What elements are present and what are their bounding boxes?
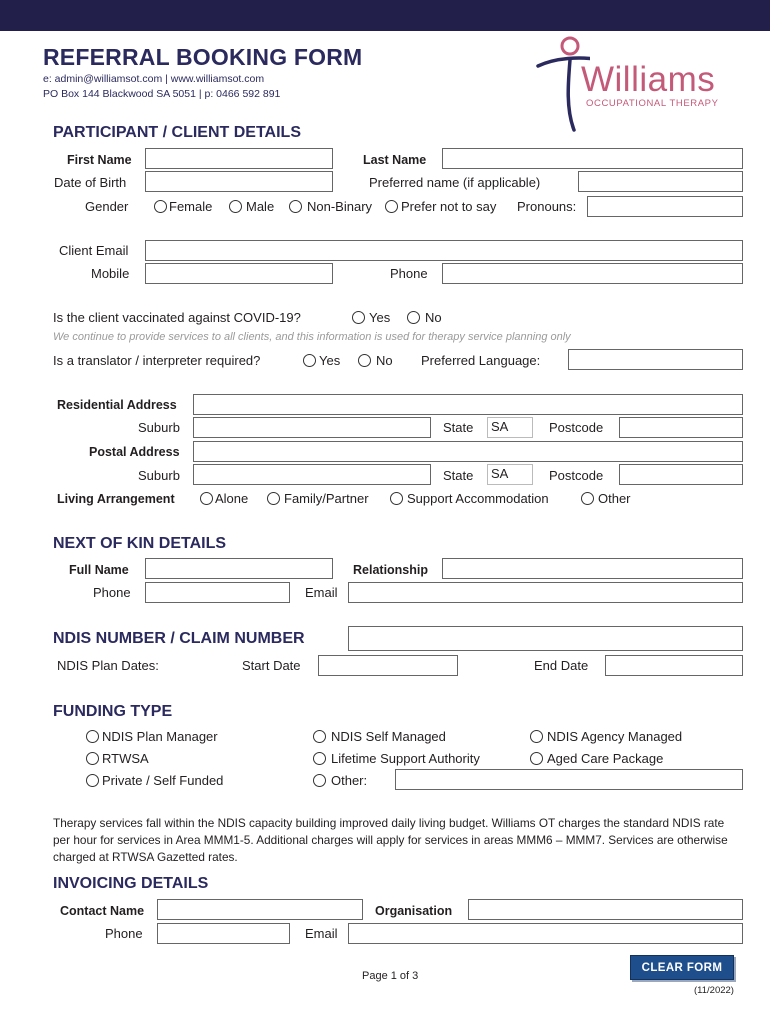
- gender-nonbinary-label: Non-Binary: [307, 199, 373, 214]
- invoice-organisation-field[interactable]: [468, 899, 743, 920]
- translator-question: Is a translator / interpreter required?: [53, 353, 261, 368]
- living-family-label: Family/Partner: [284, 491, 369, 506]
- residential-suburb-field[interactable]: [193, 417, 431, 438]
- client-email-field[interactable]: [145, 240, 743, 261]
- kin-full-name-label: Full Name: [69, 563, 129, 577]
- residential-address-field[interactable]: [193, 394, 743, 415]
- funding-plan-manager-label: NDIS Plan Manager: [102, 729, 218, 744]
- page-number: Page 1 of 3: [362, 970, 419, 982]
- postal-address-field[interactable]: [193, 441, 743, 462]
- participant-heading: PARTICIPANT / CLIENT DETAILS: [53, 124, 301, 141]
- ndis-plan-dates-label: NDIS Plan Dates:: [57, 658, 159, 673]
- ndis-start-date-field[interactable]: [318, 655, 458, 676]
- ndis-end-date-field[interactable]: [605, 655, 743, 676]
- ndis-number-field[interactable]: [348, 626, 743, 651]
- invoice-email-label: Email: [305, 926, 338, 941]
- postal-postcode-label: Postcode: [549, 468, 604, 483]
- living-family-radio[interactable]: [267, 492, 280, 505]
- invoice-contact-field[interactable]: [157, 899, 363, 920]
- phone-label: Phone: [390, 266, 428, 281]
- funding-rtwsa-radio[interactable]: [86, 752, 99, 765]
- preferred-name-label: Preferred name (if applicable): [369, 175, 541, 190]
- gender-male-label: Male: [246, 199, 275, 214]
- ndis-end-date-label: End Date: [534, 658, 589, 673]
- funding-agency-managed-label: NDIS Agency Managed: [547, 729, 683, 744]
- kin-phone-label: Phone: [93, 585, 131, 600]
- gender-nonbinary-radio[interactable]: [289, 200, 302, 213]
- living-other-radio[interactable]: [581, 492, 594, 505]
- ndis-start-date-label: Start Date: [242, 658, 301, 673]
- funding-aged-care-label: Aged Care Package: [547, 751, 664, 766]
- postal-address-label: Postal Address: [89, 445, 180, 459]
- dob-label: Date of Birth: [54, 175, 127, 190]
- preferred-name-field[interactable]: [578, 171, 743, 192]
- covid-no-radio[interactable]: [407, 311, 420, 324]
- gender-prefer-not-radio[interactable]: [385, 200, 398, 213]
- kin-phone-field[interactable]: [145, 582, 290, 603]
- contact-line-1: e: admin@williamsot.com | www.williamsot.com: [43, 73, 265, 85]
- phone-field[interactable]: [442, 263, 743, 284]
- residential-state-field[interactable]: SA: [487, 417, 533, 438]
- living-arrangement-label: Living Arrangement: [57, 492, 175, 506]
- postal-postcode-field[interactable]: [619, 464, 743, 485]
- residential-postcode-field[interactable]: [619, 417, 743, 438]
- invoicing-heading: INVOICING DETAILS: [53, 875, 209, 892]
- covid-no-label: No: [425, 310, 442, 325]
- invoice-phone-label: Phone: [105, 926, 143, 941]
- gender-female-label: Female: [169, 199, 213, 214]
- living-alone-radio[interactable]: [200, 492, 213, 505]
- residential-address-label: Residential Address: [57, 398, 177, 412]
- last-name-label: Last Name: [363, 153, 427, 167]
- pronouns-field[interactable]: [587, 196, 743, 217]
- funding-other-radio[interactable]: [313, 774, 326, 787]
- invoice-organisation-label: Organisation: [375, 904, 453, 918]
- dob-field[interactable]: [145, 171, 333, 192]
- gender-label: Gender: [85, 199, 129, 214]
- next-of-kin-heading: NEXT OF KIN DETAILS: [53, 535, 227, 552]
- funding-private-label: Private / Self Funded: [102, 773, 224, 788]
- preferred-language-field[interactable]: [568, 349, 743, 370]
- mobile-field[interactable]: [145, 263, 333, 284]
- postal-state-field[interactable]: SA: [487, 464, 533, 485]
- funding-plan-manager-radio[interactable]: [86, 730, 99, 743]
- funding-rtwsa-label: RTWSA: [102, 751, 149, 766]
- kin-email-field[interactable]: [348, 582, 743, 603]
- translator-yes-radio[interactable]: [303, 354, 316, 367]
- covid-yes-label: Yes: [369, 310, 391, 325]
- covid-question: Is the client vaccinated against COVID-19?: [53, 310, 301, 325]
- top-banner: [0, 0, 770, 31]
- covid-yes-radio[interactable]: [352, 311, 365, 324]
- living-alone-label: Alone: [215, 491, 249, 506]
- funding-self-managed-radio[interactable]: [313, 730, 326, 743]
- postal-state-label: State: [443, 468, 474, 483]
- covid-note: We continue to provide services to all clients, and this information is used for therapy service planning only: [53, 331, 571, 343]
- funding-aged-care-radio[interactable]: [530, 752, 543, 765]
- mobile-label: Mobile: [91, 266, 130, 281]
- funding-other-field[interactable]: [395, 769, 743, 790]
- client-email-label: Client Email: [59, 243, 129, 258]
- living-other-label: Other: [598, 491, 631, 506]
- funding-heading: FUNDING TYPE: [53, 703, 173, 720]
- invoice-phone-field[interactable]: [157, 923, 290, 944]
- funding-agency-managed-radio[interactable]: [530, 730, 543, 743]
- last-name-field[interactable]: [442, 148, 743, 169]
- funding-lsa-radio[interactable]: [313, 752, 326, 765]
- translator-no-radio[interactable]: [358, 354, 371, 367]
- invoice-email-field[interactable]: [348, 923, 743, 944]
- form-version: (11/2022): [694, 985, 734, 996]
- kin-relationship-label: Relationship: [353, 563, 429, 577]
- preferred-language-label: Preferred Language:: [421, 353, 541, 368]
- gender-prefer-not-label: Prefer not to say: [401, 199, 497, 214]
- first-name-field[interactable]: [145, 148, 333, 169]
- funding-private-radio[interactable]: [86, 774, 99, 787]
- funding-lsa-label: Lifetime Support Authority: [331, 751, 480, 766]
- postal-suburb-field[interactable]: [193, 464, 431, 485]
- translator-no-label: No: [376, 353, 393, 368]
- funding-paragraph: Therapy services fall within the NDIS capacity building improved daily living budget. Williams OT charges the standard NDIS rate per hour for services in Area MMM1-5. Additional charges will apply for services in areas MMM6 – MMM7. Services are otherwise charged at RTWSA Gazetted rates.: [53, 816, 728, 864]
- residential-suburb-label: Suburb: [138, 420, 180, 435]
- contact-line-2: PO Box 144 Blackwood SA 5051 | p: 0466 592 891: [43, 88, 281, 100]
- kin-relationship-field[interactable]: [442, 558, 743, 579]
- kin-email-label: Email: [305, 585, 338, 600]
- funding-self-managed-label: NDIS Self Managed: [331, 729, 446, 744]
- residential-postcode-label: Postcode: [549, 420, 604, 435]
- logo-subtitle: OCCUPATIONAL THERAPY: [586, 98, 719, 109]
- first-name-label: First Name: [67, 153, 132, 167]
- postal-suburb-label: Suburb: [138, 468, 180, 483]
- living-support-label: Support Accommodation: [407, 491, 549, 506]
- pronouns-label: Pronouns:: [517, 199, 577, 214]
- gender-male-radio[interactable]: [229, 200, 242, 213]
- invoice-contact-label: Contact Name: [60, 904, 145, 918]
- translator-yes-label: Yes: [319, 353, 341, 368]
- logo-wordmark: Williams: [581, 60, 716, 99]
- kin-full-name-field[interactable]: [145, 558, 333, 579]
- ndis-heading: NDIS NUMBER / CLAIM NUMBER: [53, 630, 305, 647]
- residential-state-label: State: [443, 420, 474, 435]
- form-title: REFERRAL BOOKING FORM: [43, 44, 363, 70]
- gender-female-radio[interactable]: [154, 200, 167, 213]
- living-support-radio[interactable]: [390, 492, 403, 505]
- clear-form-button[interactable]: CLEAR FORM: [630, 955, 734, 980]
- funding-other-label: Other:: [331, 773, 368, 788]
